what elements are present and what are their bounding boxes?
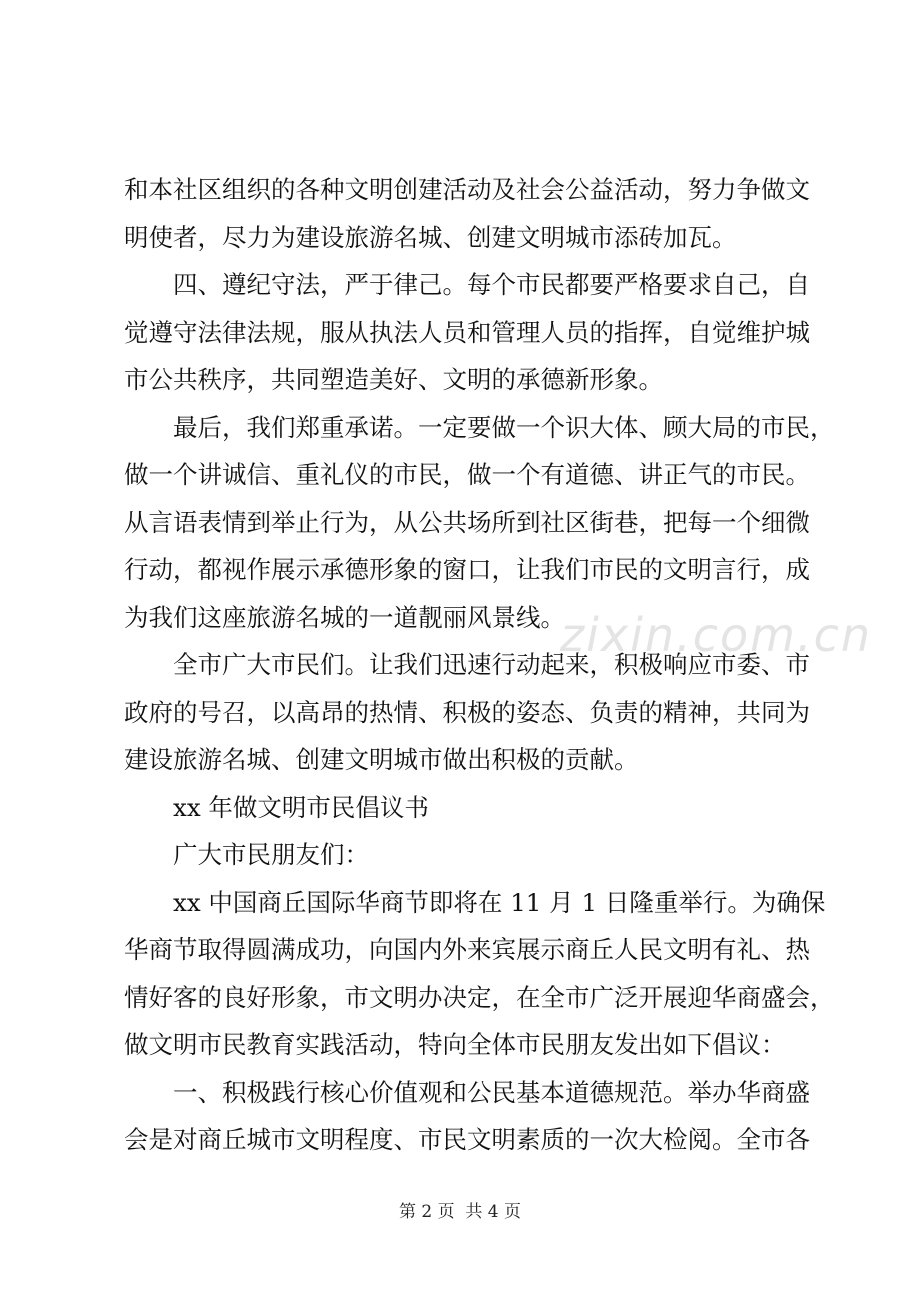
paragraph-line: 为我们这座旅游名城的一道靓丽风景线。	[124, 603, 565, 632]
paragraph-line: 行动，都视作展示承德形象的窗口，让我们市民的文明言行，成	[124, 555, 810, 584]
section-title: xx 年做文明市民倡议书	[173, 793, 429, 822]
watermark: zixin.com.cn	[560, 608, 873, 662]
salutation: 广大市民朋友们：	[173, 840, 369, 869]
paragraph-line: 市公共秩序，共同塑造美好、文明的承德新形象。	[124, 365, 663, 394]
paragraph-line: 做一个讲诚信、重礼仪的市民，做一个有道德、讲正气的市民。	[124, 460, 810, 489]
paragraph-line: 最后，我们郑重承诺。一定要做一个识大体、顾大局的市民，	[173, 413, 835, 442]
paragraph-line: 全市广大市民们。让我们迅速行动起来，积极响应市委、市	[173, 650, 810, 679]
paragraph-line: 会是对商丘城市文明程度、市民文明素质的一次大检阅。全市各	[124, 1125, 810, 1154]
paragraph-line: 和本社区组织的各种文明创建活动及社会公益活动，努力争做文	[124, 175, 810, 204]
paragraph-line: 华商节取得圆满成功，向国内外来宾展示商丘人民文明有礼、热	[124, 935, 810, 964]
paragraph-line: 政府的号召，以高昂的热情、积极的姿态、负责的精神，共同为	[124, 698, 810, 727]
paragraph-line: 明使者，尽力为建设旅游名城、创建文明城市添砖加瓦。	[124, 223, 737, 252]
paragraph-line: 四、遵纪守法，严于律己。每个市民都要严格要求自己，自	[173, 270, 810, 299]
paragraph-line: 情好客的良好形象，市文明办决定，在全市广泛开展迎华商盛会，	[124, 983, 835, 1012]
paragraph-line: 建设旅游名城、创建文明城市做出积极的贡献。	[124, 745, 639, 774]
paragraph-line: 一、积极践行核心价值观和公民基本道德规范。举办华商盛	[173, 1078, 810, 1107]
paragraph-line: xx 中国商丘国际华商节即将在 11 月 1 日隆重举行。为确保	[173, 888, 826, 917]
paragraph-line: 从言语表情到举止行为，从公共场所到社区街巷，把每一个细微	[124, 508, 810, 537]
paragraph-line: 觉遵守法律法规，服从执法人员和管理人员的指挥，自觉维护城	[124, 318, 810, 347]
paragraph-line: 做文明市民教育实践活动，特向全体市民朋友发出如下倡议：	[124, 1030, 786, 1059]
page-footer: 第 2 页 共 4 页	[398, 1202, 522, 1222]
